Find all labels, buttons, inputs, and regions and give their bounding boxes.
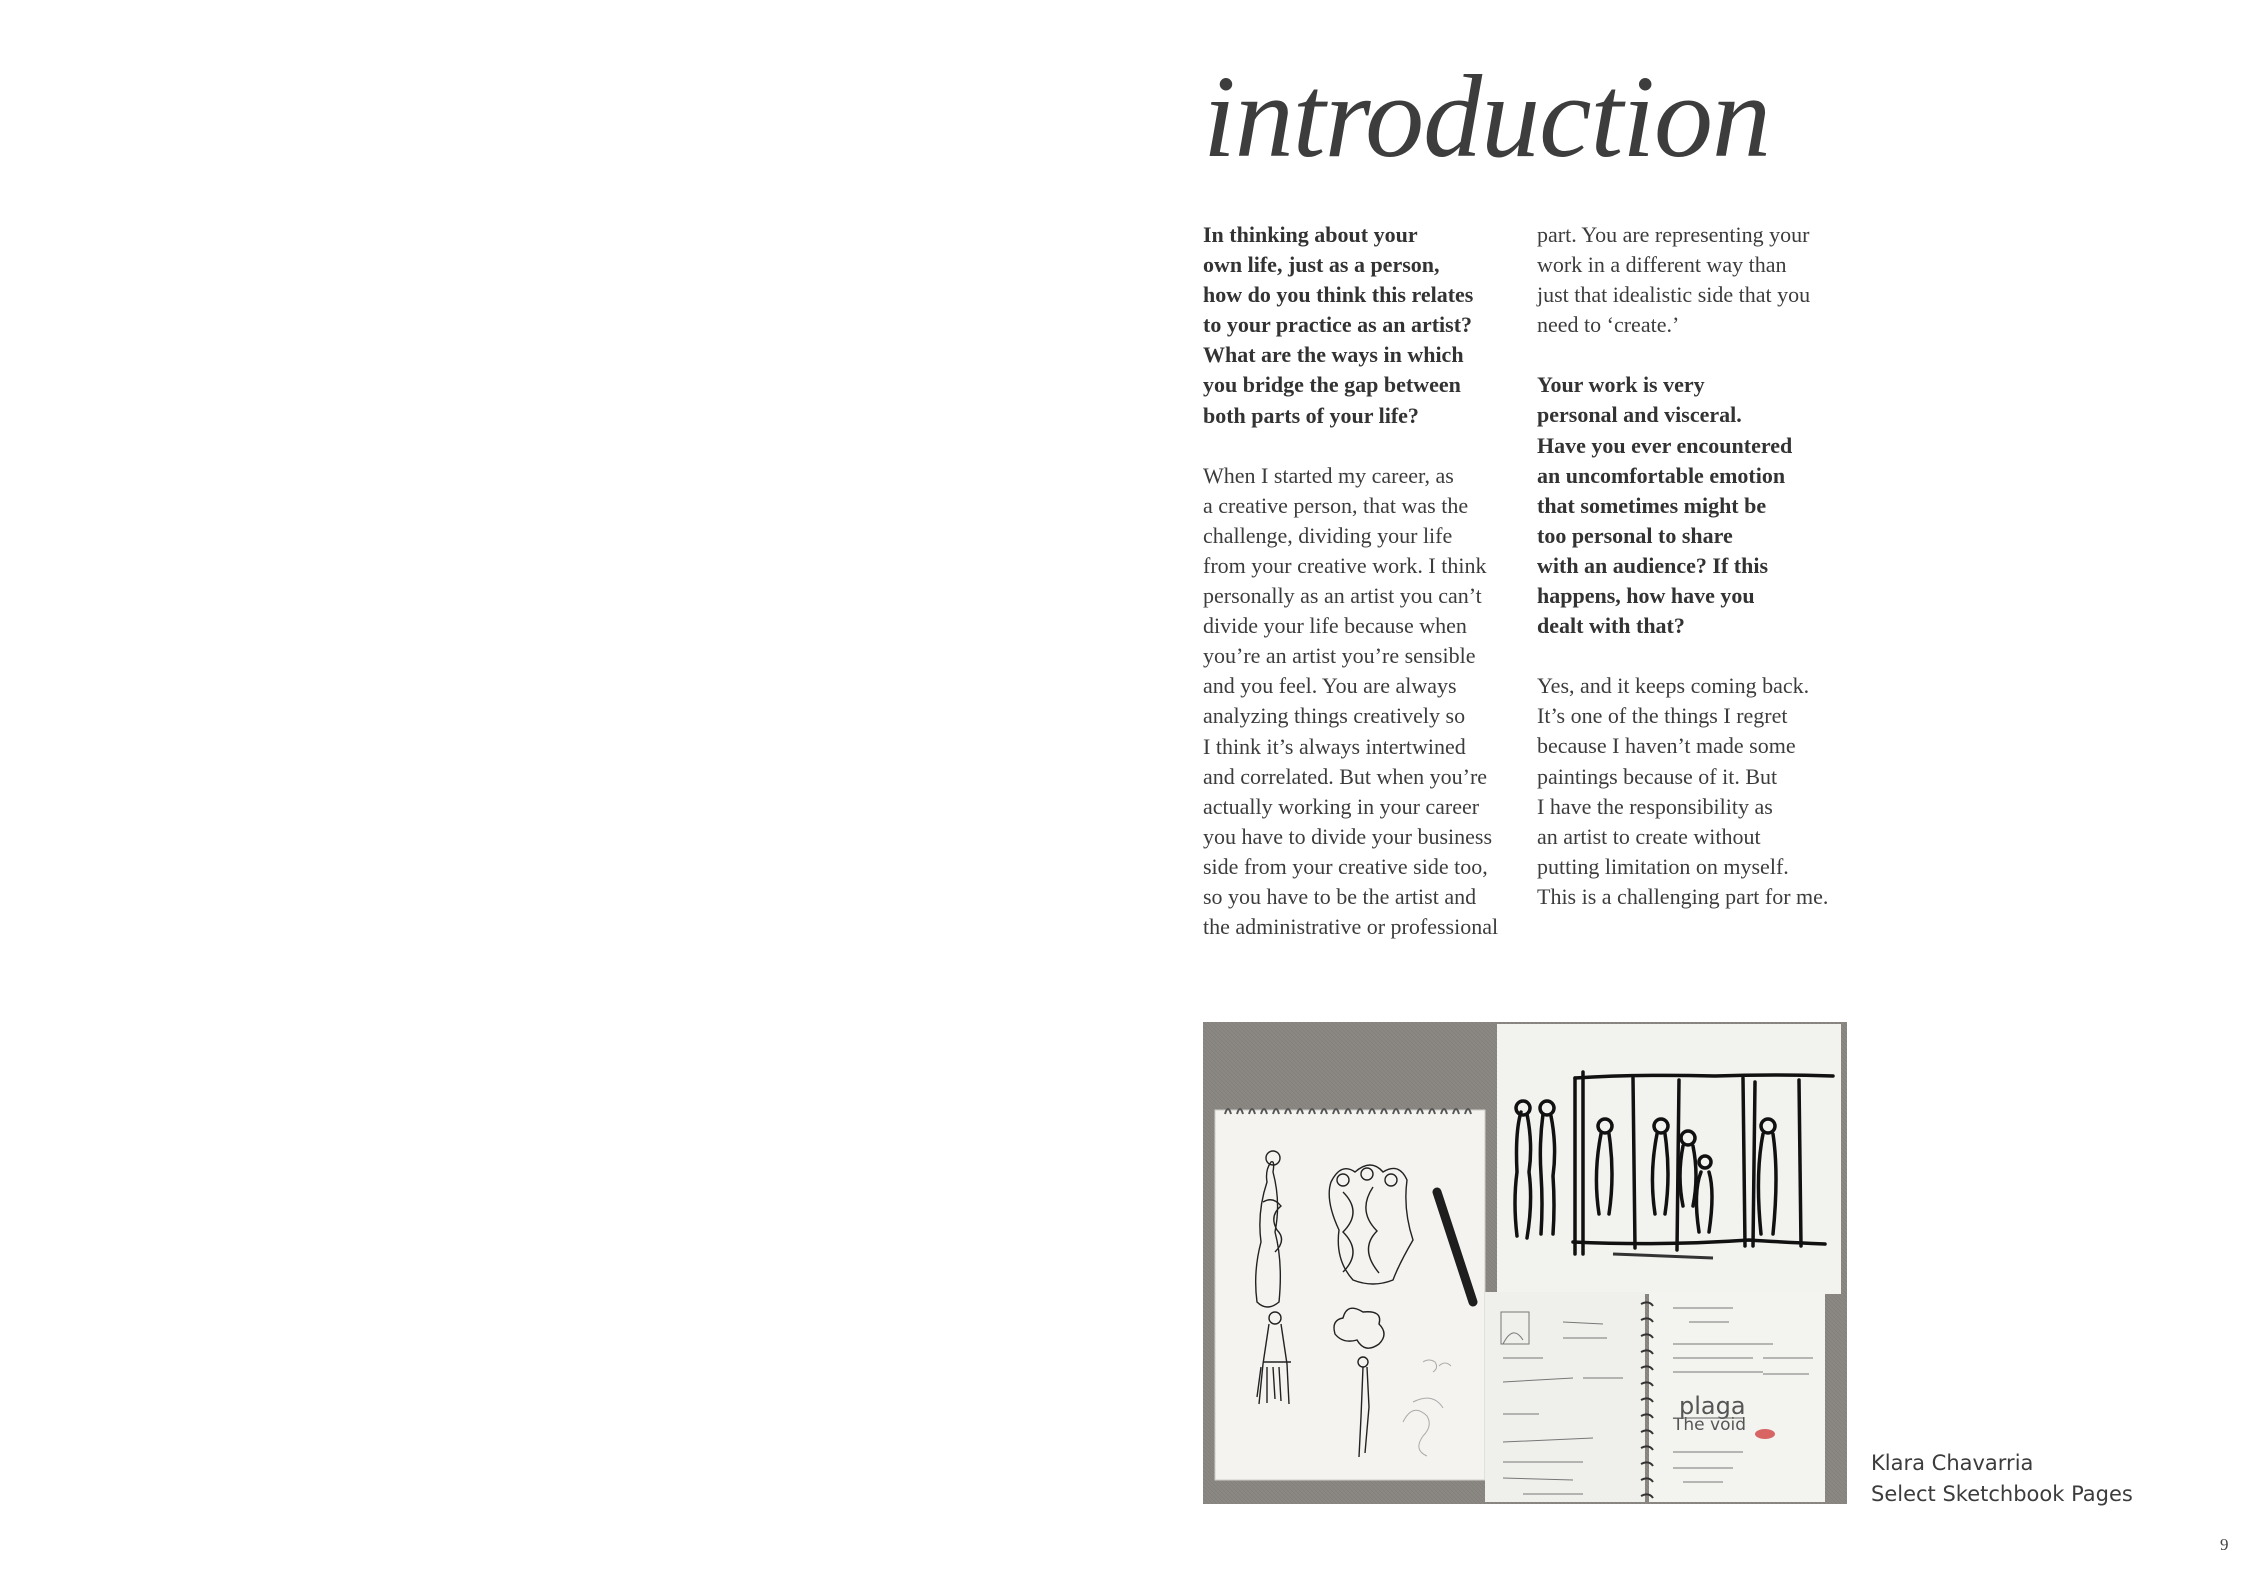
text-line: analyzing things creatively so — [1203, 703, 1466, 729]
text-line: how do you think this relates — [1203, 282, 1474, 308]
text-line: I have the responsibility as — [1537, 793, 1773, 819]
text-line: side from your creative side too, — [1203, 853, 1488, 879]
text-line: to your practice as an artist? — [1203, 312, 1473, 338]
page-number: 9 — [2220, 1535, 2229, 1554]
question-2 — [1537, 370, 1867, 641]
text-line: part. You are representing your — [1537, 222, 1810, 247]
text-line: happens, how have you — [1537, 583, 1755, 609]
text-line: Your work is very — [1537, 372, 1705, 398]
answer-2 — [1537, 671, 1867, 912]
text-line: you bridge the gap between — [1203, 372, 1461, 398]
text-line: you’re an artist you’re sensible — [1203, 643, 1476, 669]
sketchbook-photo — [1203, 1022, 1847, 1504]
text-line: an uncomfortable emotion — [1537, 462, 1786, 488]
page-title: introduction — [1203, 51, 1771, 182]
text-line: just that idealistic side that you — [1537, 282, 1811, 308]
sketchbook-illustration — [1203, 1022, 1847, 1504]
text-line: What are the ways in which — [1203, 342, 1464, 368]
question-1 — [1203, 220, 1523, 431]
text-line: work in a different way than — [1537, 252, 1787, 278]
text-line: Have you ever encountered — [1537, 432, 1793, 458]
text-line: It’s one of the things I regret — [1537, 703, 1788, 729]
text-line: dealt with that? — [1537, 613, 1685, 639]
text-line: a creative person, that was the — [1203, 492, 1469, 518]
answer-1-continued — [1537, 220, 1867, 340]
left-text-column — [1203, 220, 1523, 942]
text-line: that sometimes might be — [1537, 492, 1767, 518]
text-line: too personal to share — [1537, 522, 1733, 548]
text-line: so you have to be the artist and — [1203, 883, 1477, 909]
sketch-note-the-void: The void — [1673, 1415, 1746, 1435]
text-line: the administrative or professional — [1203, 914, 1499, 940]
text-line: putting limitation on myself. — [1537, 853, 1789, 879]
left-sketch-page — [1215, 1109, 1485, 1480]
text-line: In thinking about your — [1203, 222, 1418, 247]
text-line: need to ‘create.’ — [1537, 312, 1680, 338]
ink-drawing-page — [1497, 1024, 1841, 1294]
answer-1 — [1203, 461, 1523, 943]
text-line: you have to divide your business — [1203, 823, 1493, 849]
text-line: This is a challenging part for me. — [1537, 883, 1829, 909]
text-line: I think it’s always intertwined — [1203, 733, 1466, 759]
text-line: paintings because of it. But — [1537, 763, 1778, 789]
text-line: and you feel. You are always — [1203, 673, 1457, 699]
text-line: from your creative work. I think — [1203, 552, 1487, 578]
text-line: with an audience? If this — [1537, 552, 1769, 578]
sketch-note-plaga: plaga — [1679, 1392, 1746, 1420]
text-line: and correlated. But when you’re — [1203, 763, 1488, 789]
text-line: own life, just as a person, — [1203, 252, 1440, 278]
text-line: actually working in your career — [1203, 793, 1480, 819]
text-line: both parts of your life? — [1203, 402, 1419, 428]
caption-artist: Klara Chavarria — [1871, 1451, 2034, 1475]
text-line: challenge, dividing your life — [1203, 522, 1453, 548]
text-line: When I started my career, as — [1203, 462, 1454, 488]
text-line: an artist to create without — [1537, 823, 1761, 849]
caption-description: Select Sketchbook Pages — [1871, 1482, 2133, 1506]
right-text-column — [1537, 220, 1867, 912]
text-line: divide your life because when — [1203, 613, 1467, 639]
notes-notebook — [1485, 1292, 1825, 1502]
photo-caption — [1871, 1448, 2133, 1510]
text-line: Yes, and it keeps coming back. — [1537, 673, 1810, 699]
text-line: personally as an artist you can’t — [1203, 583, 1482, 609]
text-line: because I haven’t made some — [1537, 733, 1796, 759]
text-line: personal and visceral. — [1537, 402, 1742, 428]
